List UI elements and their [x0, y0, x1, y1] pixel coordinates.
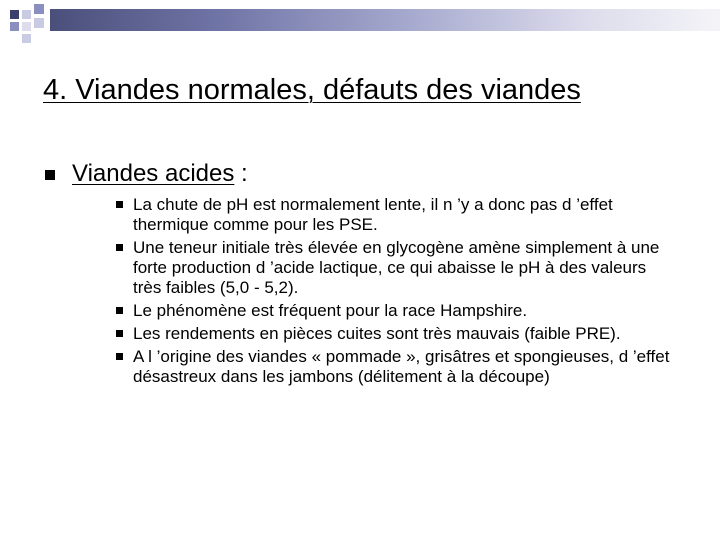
- list-item: [113, 238, 673, 298]
- deco-square: [34, 4, 44, 14]
- slide-title: 4. Viandes normales, défauts des viandes: [43, 74, 581, 106]
- list-item-text: A l ’origine des viandes « pommade », grisâtres et spongieuses, d ’effet désastreux dans les jambons (délitement à la découpe): [133, 347, 670, 386]
- list-item-text: Une teneur initiale très élevée en glycogène amène simplement à une forte production d ’acide lactique, ce qui abaisse le pH à des valeurs très faibles (5,0 - 5,2).: [133, 238, 660, 297]
- deco-square: [34, 18, 44, 28]
- section-heading-suffix: :: [234, 160, 248, 187]
- square-bullet-icon: [116, 201, 123, 208]
- list-item: [113, 347, 673, 387]
- deco-square: [22, 34, 31, 43]
- section-heading: [45, 160, 248, 188]
- section-heading-label: Viandes acides: [72, 160, 235, 187]
- header-gradient-band: [50, 9, 720, 31]
- square-bullet-icon: [45, 170, 55, 180]
- list-item: [113, 195, 673, 235]
- list-item-text: Le phénomène est fréquent pour la race Hampshire.: [133, 301, 528, 320]
- deco-square: [10, 22, 19, 31]
- square-bullet-icon: [116, 307, 123, 314]
- section-heading-text: [72, 160, 248, 188]
- deco-square: [22, 10, 31, 19]
- list-item-text: La chute de pH est normalement lente, il n ’y a donc pas d ’effet thermique comme pour les PSE.: [133, 195, 613, 234]
- square-bullet-icon: [116, 353, 123, 360]
- list-item-text: Les rendements en pièces cuites sont très mauvais (faible PRE).: [133, 324, 621, 343]
- list-item: [113, 301, 673, 321]
- bullet-list: [113, 195, 673, 390]
- square-bullet-icon: [116, 244, 123, 251]
- list-item: [113, 324, 673, 344]
- deco-square: [22, 22, 31, 31]
- deco-square: [10, 10, 19, 19]
- square-bullet-icon: [116, 330, 123, 337]
